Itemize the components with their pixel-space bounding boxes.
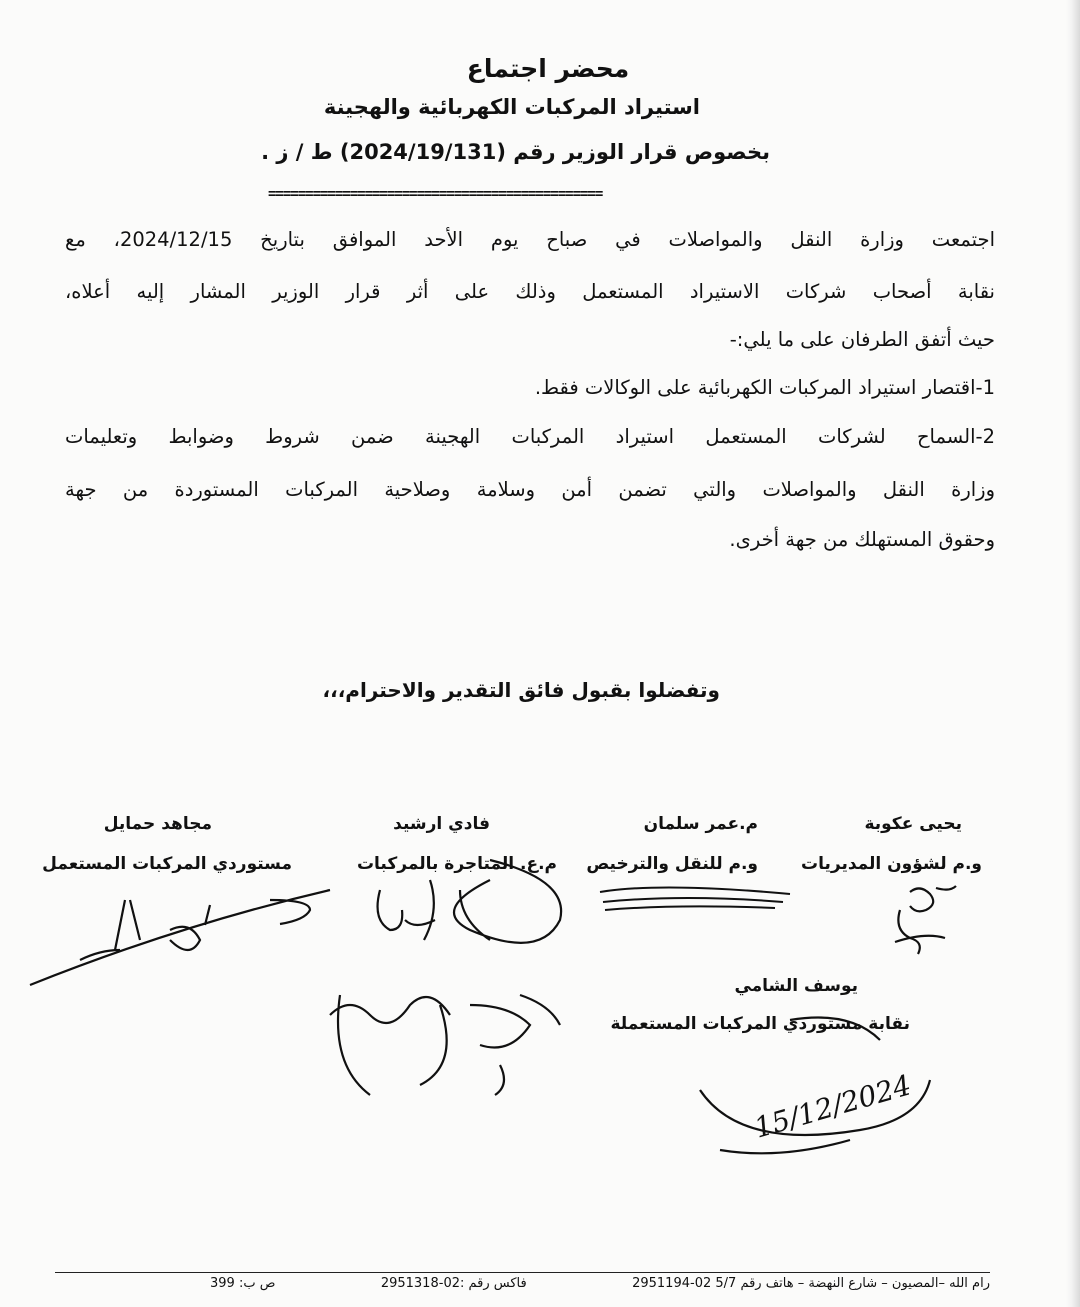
signature-fadi [350,850,590,960]
footer-fax: فاكس رقم :02-2951318 [380,1276,527,1291]
signature-mujahed [20,880,340,990]
agreement-item-2-line-3: وحقوق المستهلك من جهة أخرى. [729,528,995,551]
closing-salutation: وتفضلوا بقبول فائق التقدير والاحترام،،، [322,678,720,702]
signatory-role-4: مستوردي المركبات المستعمل [42,854,292,874]
signatory-name-3: فادي ارشيد [393,814,490,834]
signatory-role-1: و.م لشؤون المديريات [801,854,982,874]
signatory-name-2: م.عمر سلمان [643,814,758,834]
footer-rule [55,1272,990,1273]
agreement-intro: حيث أتفق الطرفان على ما يلي:- [729,328,995,351]
signature-omar [595,880,795,920]
header-separator: ============================================= [268,186,603,202]
signature-ghada [320,975,580,1105]
body-paragraph-line-1: اجتمعت وزارة النقل والمواصلات في صباح يوم الأحد الموافق بتاريخ 2024/12/15، مع [65,228,995,251]
footer-contact [210,1276,990,1291]
signatory-name-1: يحيى عكوبة [864,814,962,834]
footer-pobox: ص ب: 399 [210,1276,276,1291]
body-paragraph-line-2: نقابة أصحاب شركات الاستيراد المستعمل وذلك على أثر قرار الوزير المشار إليه أعلاه، [65,280,995,303]
signatory-name-4: مجاهد حمايل [103,814,212,834]
agreement-item-2-line-1: 2-السماح لشركات المستعمل استيراد المركبات الهجينة ضمن شروط وضوابط وتعليمات [65,425,995,448]
handwritten-date: 15/12/2024 [750,1068,915,1145]
footer-address: رام الله –المصيون – شارع النهضة – هاتف رقم 5/7 02-2951194 [632,1276,990,1291]
agreement-item-1: 1-اقتصار استيراد المركبات الكهربائية على الوكالات فقط. [534,376,995,399]
agreement-item-2-line-2: وزارة النقل والمواصلات والتي تضمن أمن وسلامة وصلاحية المركبات المستوردة من جهة [65,478,995,501]
signatory-role-5: نقابة مستوردي المركبات المستعملة [610,1014,910,1034]
signatory-role-2: و.م للنقل والترخيص [586,854,758,874]
document-title: محضر اجتماع [466,54,630,83]
scan-shadow-edge [1066,0,1080,1307]
decision-reference: بخصوص قرار الوزير رقم (2024/19/131) ط / ز . [261,140,770,164]
document-subtitle: استيراد المركبات الكهربائية والهجينة [323,95,700,119]
signatory-role-3: م.ع. المتاجرة بالمركبات [356,854,557,874]
signatory-name-5: يوسف الشامي [734,976,858,996]
signature-yahya [840,880,1000,970]
